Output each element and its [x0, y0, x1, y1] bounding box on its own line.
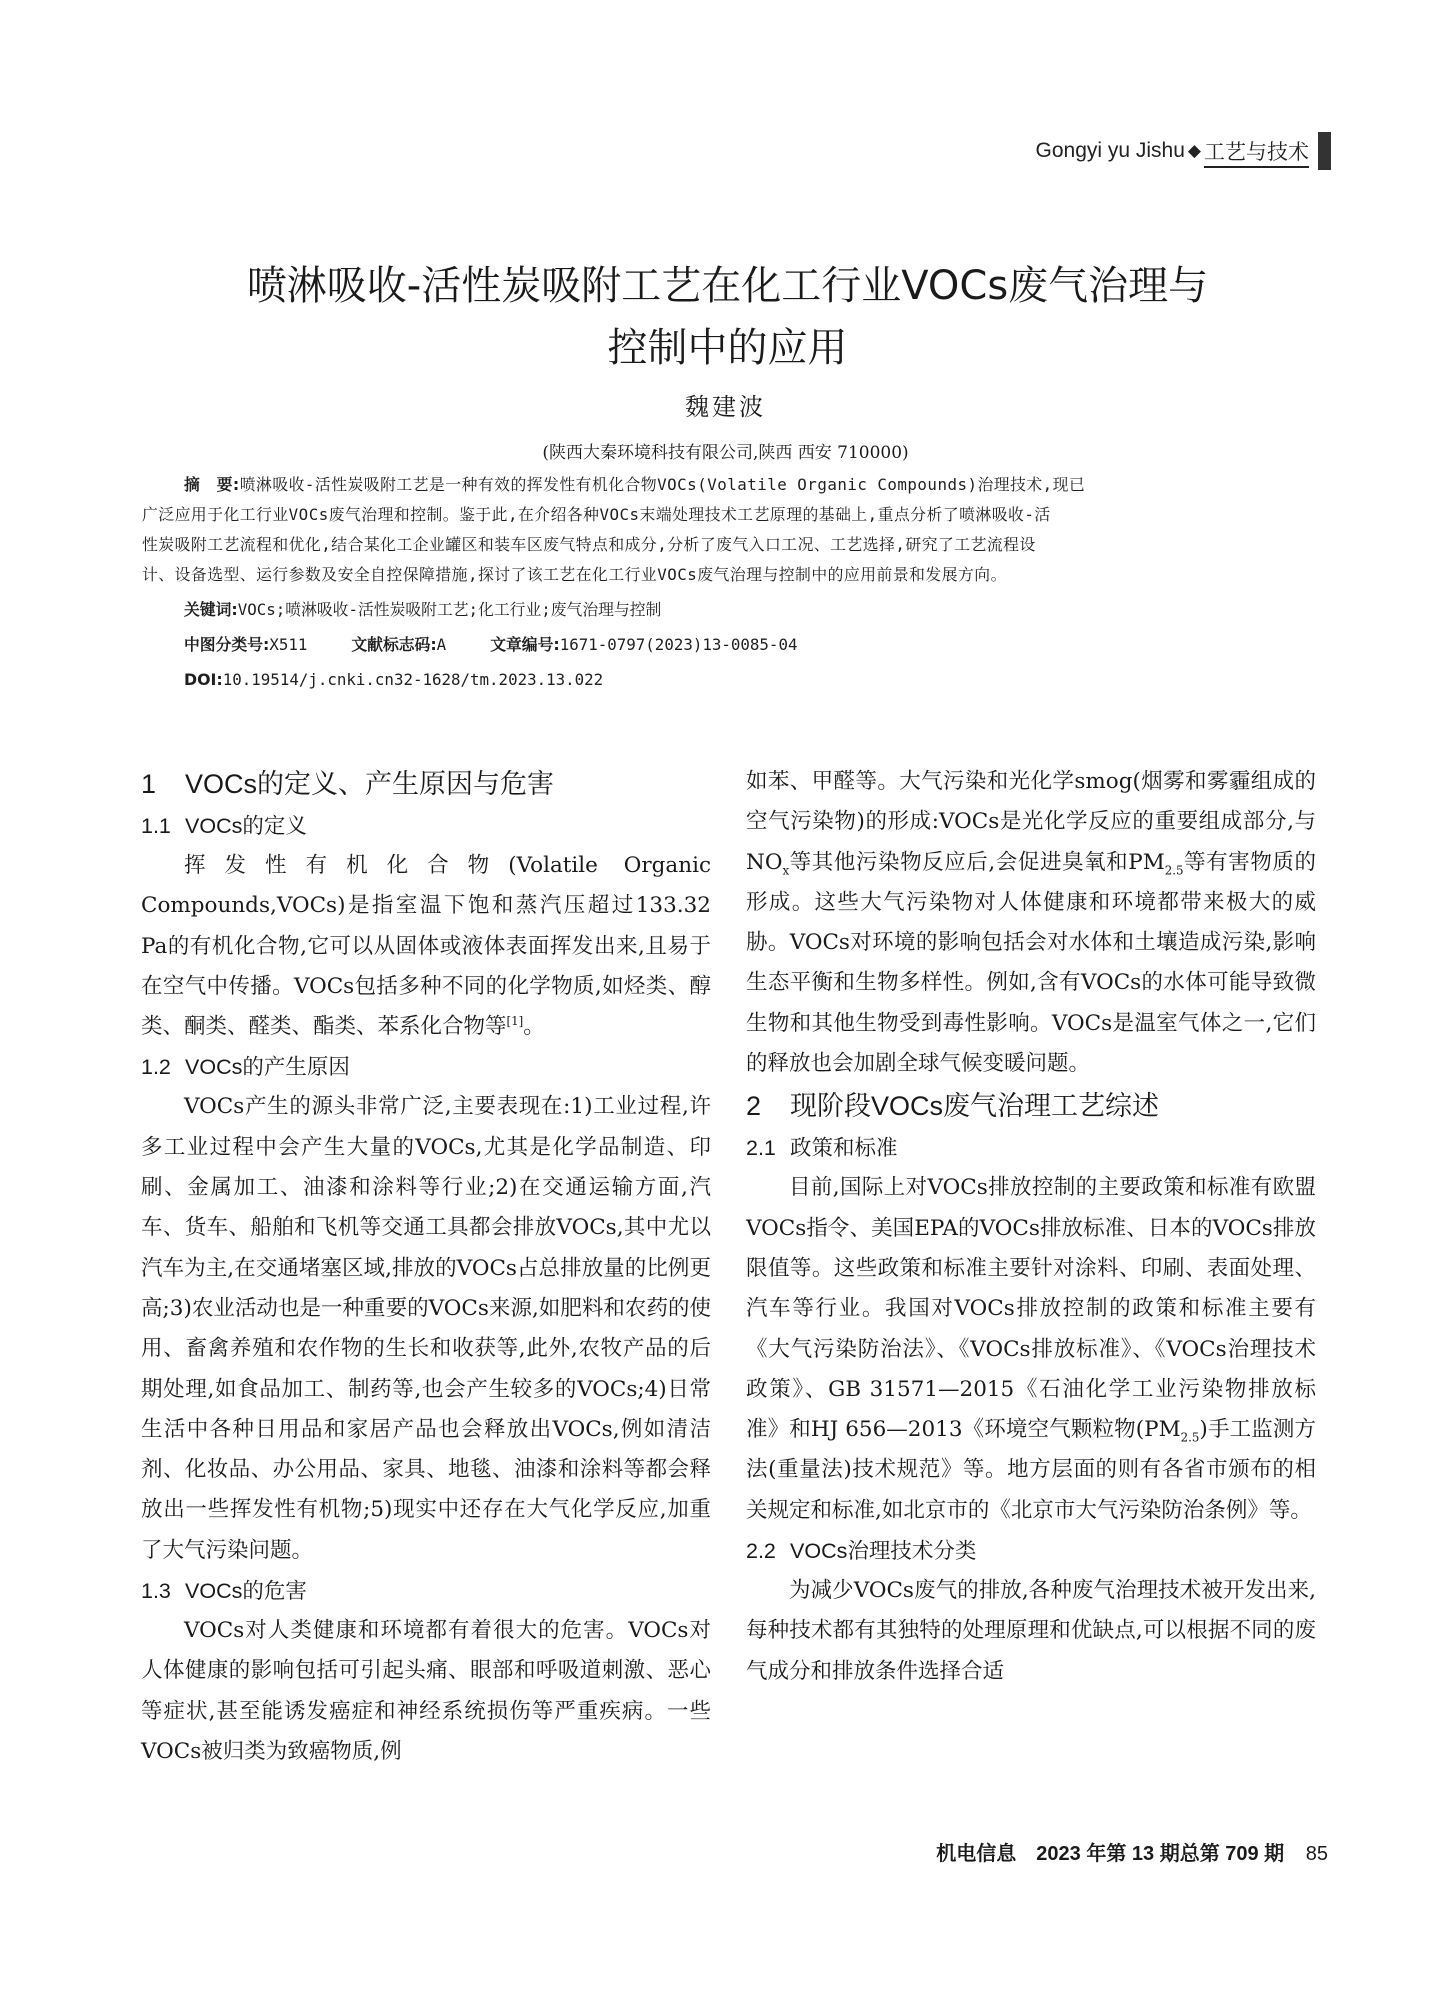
affiliation: (陕西大秦环境科技有限公司,陕西 西安 710000)	[542, 443, 909, 463]
keywords-row	[142, 595, 1322, 625]
section-1-3-heading: 1.3 VOCs的危害	[141, 1579, 307, 1604]
header-bar-marker	[1318, 132, 1331, 170]
section-1-heading: 1 VOCs的定义、产生原因与危害	[141, 769, 555, 799]
diamond-icon: ◆	[1187, 141, 1201, 160]
article-no-label: 文章编号:	[490, 635, 560, 654]
journal-pinyin: Gongyi yu Jishu	[1035, 139, 1185, 162]
title-line-2: 控制中的应用	[607, 325, 848, 371]
keywords-label: 关键词:	[184, 600, 238, 619]
section-1-1-heading: 1.1 VOCs的定义	[141, 814, 307, 838]
section-1-2-text: VOCs产生的源头非常广泛,主要表现在:1)工业过程,许多工业过程中会产生大量的VOCs,尤其是化学品制造、印刷、金属加工、油漆和涂料等行业;2)在交通运输方面,汽车、货车、船舶和飞机等交通工具都会排放VOCs,其中尤以汽车为主,在交通堵塞区域,排放的VOCs占总排放量的比例更高;3)农业活动也是一种重要的VOCs来源,如肥料和农药的使用、畜禽养殖和农作物的生长和收获等,此外,农牧产品的后期处理,如食品加工、制药等,也会产生较多的VOCs;4)日常生活中各种日用品和家居产品也会释放出VOCs,例如清洁剂、化妆品、办公用品、家具、地毯、油漆和涂料等都会释放出一些挥发性有机物;5)现实中还存在大气化学反应,加重了大气污染问题。	[141, 1094, 711, 1563]
page-number: 85	[1305, 1843, 1328, 1865]
section-1-3-continued: 如苯、甲醛等。大气污染和光化学smog(烟雾和雾霾组成的空气污染物)的形成:VOCs是光化学反应的重要组成部分,与$NO_x$等其他污染物反应后,会促进臭氧和$PM_{2.5}$等有害物质的形成。这些大气污染物对人体健康和环境都带来极大的威胁。VOCs对环境的影响包括会对水体和土壤造成污染,影响生态平衡和生物多样性。例如,含有VOCs的水体可能导致微生物和其他生物受到毒性影响。VOCs是温室气体之一,它们的释放也会加剧全球气候变暖问题。	[746, 769, 1316, 1077]
article-no-value: 1671-0797(2023)13-0085-04	[559, 635, 798, 654]
right-column	[746, 762, 1316, 1692]
abstract-line-4: 计、设备选型、运行参数及安全自控保障措施,探讨了该工艺在化工行业VOCs废气治理与控制中的应用前景和发展方向。	[142, 565, 1007, 584]
doi-value: 10.19514/j.cnki.cn32-1628/tm.2023.13.022	[222, 670, 604, 689]
section-name: 工艺与技术	[1204, 141, 1309, 164]
author: 魏建波	[685, 393, 766, 421]
abstract-line-2: 广泛应用于化工行业VOCs废气治理和控制。鉴于此,在介绍各种VOCs末端处理技术工艺原理的基础上,重点分析了喷淋吸收-活	[142, 505, 1051, 524]
abstract-label: 摘 要:	[184, 475, 240, 494]
journal-issue: 机电信息 2023 年第 13 期总第 709 期	[936, 1843, 1285, 1865]
clc-label: 中图分类号:	[184, 635, 270, 654]
running-header	[1036, 131, 1332, 171]
abstract-block	[142, 470, 1322, 695]
abstract-line-1: 摘 要:喷淋吸收-活性炭吸附工艺是一种有效的挥发性有机化合物VOCs(Volatile Organic Compounds)治理技术,现已	[184, 475, 1086, 494]
section-1-3-text: VOCs对人类健康和环境都有着很大的危害。VOCs对人体健康的影响包括可引起头痛、眼部和呼吸道刺激、恶心等症状,甚至能诱发癌症和神经系统损伤等严重疾病。一些VOCs被归类为致癌物质,例	[141, 1618, 711, 1764]
section-2-2-heading: 2.2 VOCs治理技术分类	[746, 1539, 977, 1564]
citation-1: [1]	[506, 1014, 524, 1029]
article-title	[130, 255, 1325, 379]
left-column	[141, 762, 711, 1772]
abstract-line-3: 性炭吸附工艺流程和优化,结合某化工企业罐区和装车区废气特点和成分,分析了废气入口工况、工艺选择,研究了工艺流程设	[142, 535, 1036, 554]
section-1-1-text: 挥发性有机化合物(Volatile Organic Compounds,VOCs)是指室温下饱和蒸汽压超过133.32 Pa的有机化合物,它可以从固体或液体表面挥发出来,且易于在空气中传播。VOCs包括多种不同的化学物质,如烃类、醇类、酮类、醛类、酯类、苯系化合物等[1]。	[141, 853, 711, 1040]
title-line-1: 喷淋吸收-活性炭吸附工艺在化工行业VOCs废气治理与	[246, 263, 1209, 309]
section-1-2-heading: 1.2 VOCs的产生原因	[141, 1055, 350, 1080]
section-2-1-text: 目前,国际上对VOCs排放控制的主要政策和标准有欧盟VOCs指令、美国EPA的VOCs排放标准、日本的VOCs排放限值等。这些政策和标准主要针对涂料、印刷、表面处理、汽车等行业。我国对VOCs排放控制的政策和标准主要有《大气污染防治法》、《VOCs排放标准》、《VOCs治理技术政策》、GB 31571—2015《石油化学工业污染物排放标准》和HJ 656—2013《环境空气颗粒物$(PM_{2.5})$手工监测方法(重量法)技术规范》等。地方层面的则有各省市颁布的相关规定和标准,如北京市的《北京市大气污染防治条例》等。	[746, 1175, 1317, 1523]
page-footer	[936, 1837, 1328, 1866]
doi-row	[142, 665, 1322, 695]
section-2-heading: 2 现阶段VOCs废气治理工艺综述	[746, 1091, 1160, 1122]
classification-row	[142, 630, 1322, 660]
doc-code-value: A	[436, 635, 447, 654]
section-2-1-heading: 2.1 政策和标准	[746, 1136, 898, 1161]
keywords-text: VOCs;喷淋吸收-活性炭吸附工艺;化工行业;废气治理与控制	[237, 600, 662, 619]
clc-value: X511	[269, 635, 308, 654]
doi-label: DOI:	[184, 670, 223, 689]
doc-code-label: 文献标志码:	[351, 635, 437, 654]
section-2-2-text: 为减少VOCs废气的排放,各种废气治理技术被开发出来,每种技术都有其独特的处理原理和优缺点,可以根据不同的废气成分和排放条件选择合适	[746, 1578, 1316, 1684]
